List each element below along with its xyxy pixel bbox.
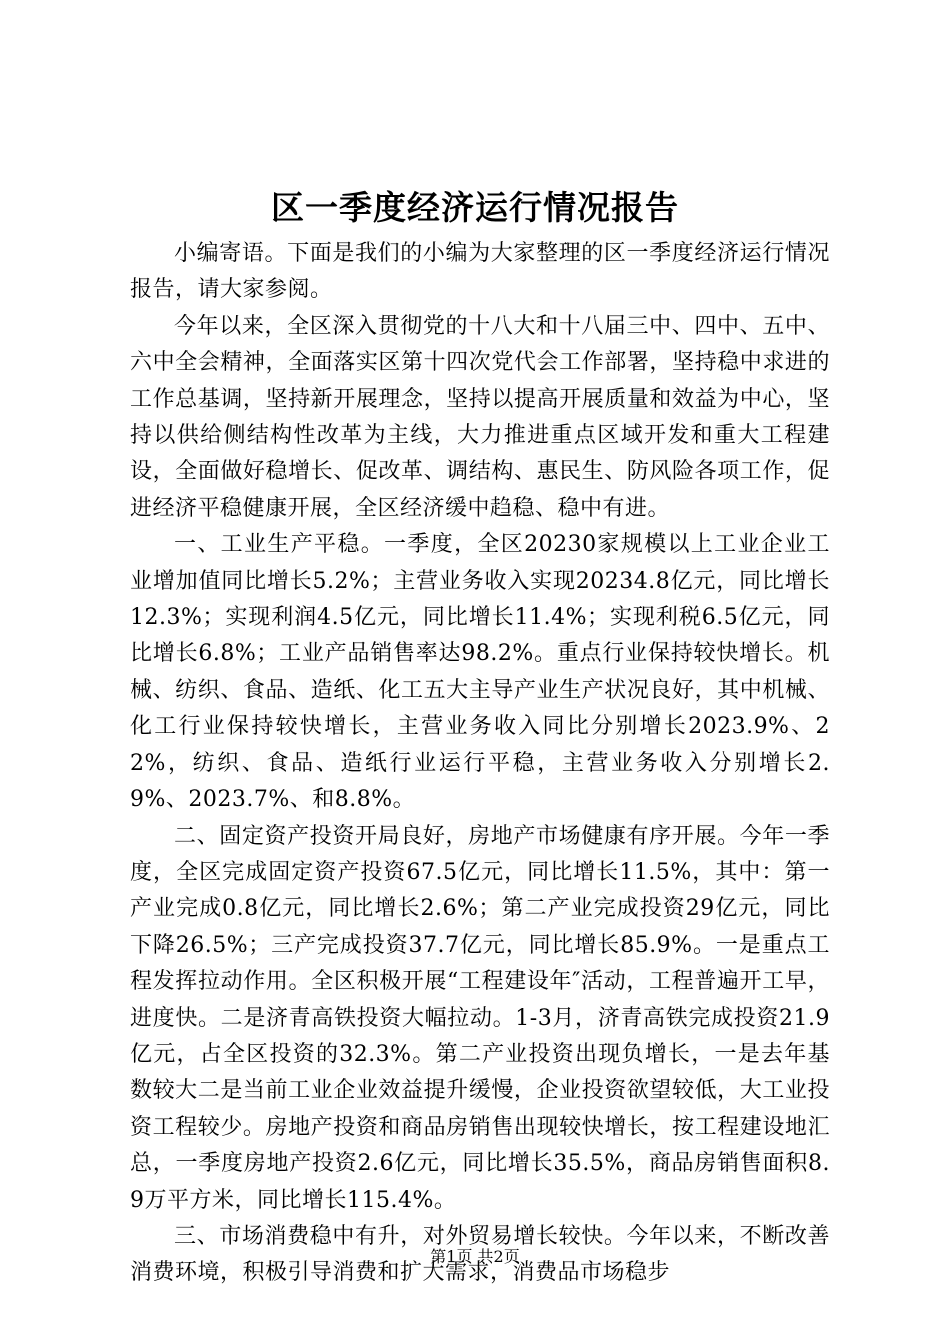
document-body	[130, 236, 830, 1292]
paragraph-investment: 二、固定资产投资开局良好，房地产市场健康有序开展。今年一季度，全区完成固定资产投资67.5亿元，同比增长11.5%，其中：第一产业完成0.8亿元，同比增长2.6%；第二产业完成投资29亿元，同比下降26.5%；三产完成投资37.7亿元，同比增长85.9%。一是重点工程发挥拉动作用。全区积极开展“工程建设年″活动，工程普遍开工早，进度快。二是济青高铁投资大幅拉动。1-3月，济青高铁完成投资21.9亿元，占全区投资的32.3%。第二产业投资出现负增长，一是去年基数较大二是当前工业企业效益提升缓慢，企业投资欲望较低，大工业投资工程较少。房地产投资和商品房销售出现较快增长，按工程建设地汇总，一季度房地产投资2.6亿元，同比增长35.5%，商品房销售面积8.9万平方米，同比增长115.4%。	[130, 823, 830, 1213]
paragraph-overview: 今年以来，全区深入贯彻党的十八大和十八届三中、四中、五中、六中全会精神，全面落实区第十四次党代会工作部署，坚持稳中求进的工作总基调，坚持新开展理念，坚持以提高开展质量和效益为中心，坚持以供给侧结构性改革为主线，大力推进重点区域开发和重大工程建设，全面做好稳增长、促改革、调结构、惠民生、防风险各项工作，促进经济平稳健康开展，全区经济缓中趋稳、稳中有进。	[130, 313, 830, 521]
document-title: 区一季度经济运行情况报告	[271, 188, 679, 227]
paragraph-consumption: 三、市场消费稳中有升，对外贸易增长较快。今年以来，不断改善消费环境，积极引导消费和扩大需求，消费品市场稳步	[130, 1223, 830, 1286]
paragraph-industry: 一、工业生产平稳。一季度，全区20230家规模以上工业企业工业增加值同比增长5.2%；主营业务收入实现20234.8亿元，同比增长12.3%；实现利润4.5亿元，同比增长11.4%；实现利税6.5亿元，同比增长6.8%；工业产品销售率达98.2%。重点行业保持较快增长。机械、纺织、食品、造纸、化工五大主导产业生产状况良好，其中机械、化工行业保持较快增长，主营业务收入同比分别增长2023.9%、22%，纺织、食品、造纸行业运行平稳，主营业务收入分别增长2.9%、2023.7%、和8.8%。	[130, 532, 830, 813]
page-footer: 第1页 共2页	[430, 1247, 520, 1266]
paragraph-intro: 小编寄语。下面是我们的小编为大家整理的区一季度经济运行情况报告，请大家参阅。	[130, 241, 830, 303]
